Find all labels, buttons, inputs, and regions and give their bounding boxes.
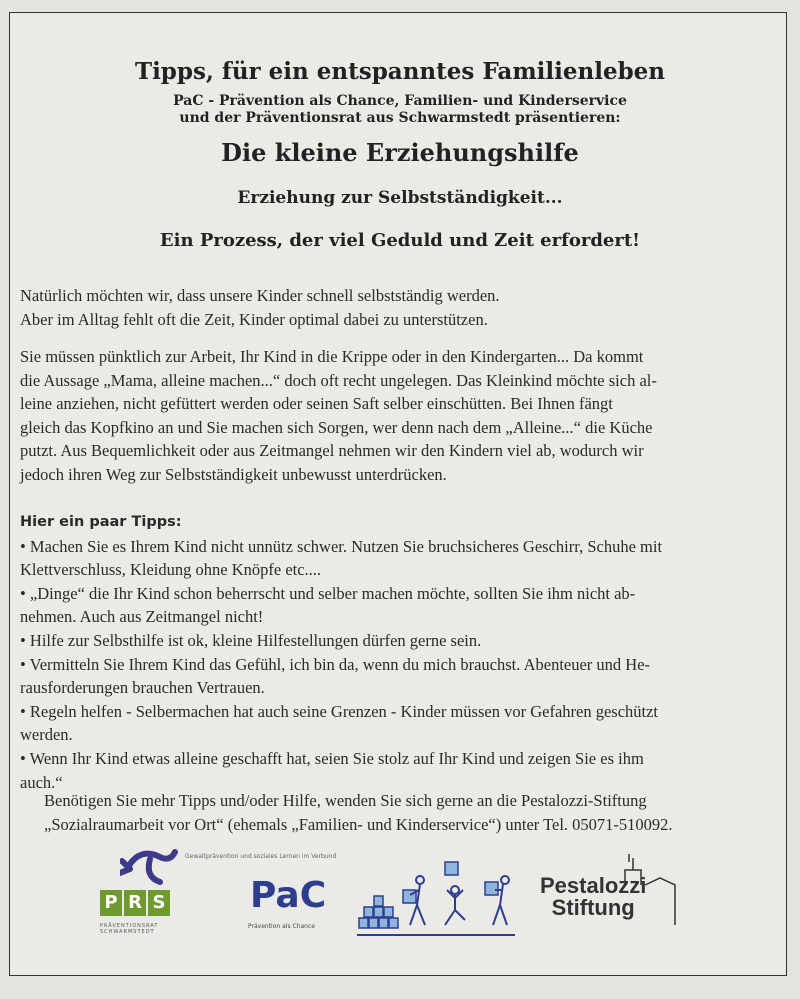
pestalozzi-line: Pestalozzi <box>540 873 647 898</box>
tagline-heading: Ein Prozess, der viel Geduld und Zeit erfordert! <box>159 230 641 251</box>
prs-subtitle: PRÄVENTIONSRAT SCHWARMSTEDT <box>100 923 159 935</box>
text-line: Sie müssen pünktlich zur Arbeit, Ihr Kind in die Krippe oder in den Kindergarten... Da kommt <box>20 347 644 366</box>
text-line: Natürlich möchten wir, dass unsere Kinder schnell selbstständig werden. <box>20 286 500 305</box>
tip-line: • Regeln helfen - Selbermachen hat auch seine Grenzen - Kinder müssen vor Gefahren geschützt <box>20 701 659 721</box>
tip-line: auch.“ <box>20 772 63 792</box>
text-line: putzt. Aus Bequemlichkeit oder aus Zeitmangel nehmen wir den Kindern viel ab, wodurch wir <box>20 441 644 461</box>
pestalozzi-line: Stiftung <box>551 895 635 920</box>
text-line: die Aussage „Mama, alleine machen...“ doch oft recht ungelegen. Das Kleinkind möchte sich al- <box>20 370 657 390</box>
pac-subtitle: Prävention als Chance <box>248 923 315 930</box>
prs-logo <box>100 890 172 916</box>
article-title: Tipps, für ein entspanntes Familienleben <box>134 58 666 85</box>
tip-line: • Machen Sie es Ihrem Kind nicht unnütz schwer. Nutzen Sie bruchsicheres Geschirr, Schuhe mit <box>20 536 663 556</box>
church-outline-icon <box>615 850 695 930</box>
children-blocks-illustration <box>355 860 525 940</box>
text-line: leine anziehen, nicht gefüttert werden oder seinen Saft selber einschütten. Bei Ihnen fängt <box>20 394 613 414</box>
tip-line: • „Dinge“ die Ihr Kind schon beherrscht und selber machen möchte, sollten Sie ihm nicht ab- <box>20 583 636 603</box>
article-subtitle <box>0 93 800 127</box>
tip-line: rausforderungen brauchen Vertrauen. <box>20 678 265 698</box>
tip-line: • Vermitteln Sie Ihrem Kind das Gefühl, ich bin da, wenn du mich brauchst. Abenteuer und He- <box>20 654 651 674</box>
sponsor-logos <box>100 845 720 945</box>
prs-letter: P <box>100 890 122 916</box>
text-line: Benötigen Sie mehr Tipps und/oder Hilfe, wenden Sie sich gerne an die Pestalozzi-Stiftung <box>44 791 647 810</box>
text-line: Aber im Alltag fehlt oft die Zeit, Kinder optimal dabei zu unterstützen. <box>20 309 488 329</box>
text-line: „Sozialraumarbeit vor Ort“ (ehemals „Familien- und Kinderservice“) unter Tel. 05071-510092. <box>44 814 673 834</box>
footer-contact <box>44 789 800 836</box>
prs-figure-icon <box>120 847 180 887</box>
tip-line: Klettverschluss, Kleidung ohne Knöpfe etc.... <box>20 560 322 580</box>
text-line: jedoch ihren Weg zur Selbstständigkeit unbewusst unterdrücken. <box>20 464 447 484</box>
pac-logo: PaC <box>250 875 327 916</box>
tip-line: werden. <box>20 725 73 745</box>
logo-tagline: Gewaltprävention und soziales Lernen im Verbund <box>185 853 337 860</box>
tips-heading: Hier ein paar Tipps: <box>20 514 182 530</box>
subtitle-line: PaC - Prävention als Chance, Familien- und Kinderservice <box>173 93 627 109</box>
tip-line: nehmen. Auch aus Zeitmangel nicht! <box>20 607 264 627</box>
subtitle-line: und der Präventionsrat aus Schwarmstedt präsentieren: <box>179 110 621 126</box>
tip-line: • Hilfe zur Selbsthilfe ist ok, kleine Hilfestellungen dürfen gerne sein. <box>20 630 482 650</box>
prs-letter: R <box>124 890 146 916</box>
main-title: Die kleine Erziehungshilfe <box>221 138 579 167</box>
topic-heading: Erziehung zur Selbstständigkeit... <box>237 188 563 208</box>
tips-section <box>20 511 790 794</box>
prs-letter: S <box>148 890 170 916</box>
intro-paragraph <box>20 284 790 331</box>
body-paragraph <box>20 345 790 487</box>
text-line: gleich das Kopfkino an und Sie machen sich Sorgen, wer denn nach dem „Alleine...“ die Küche <box>20 417 653 437</box>
tip-line: • Wenn Ihr Kind etwas alleine geschafft hat, seien Sie stolz auf Ihr Kind und zeigen Sie es ihm <box>20 748 644 768</box>
